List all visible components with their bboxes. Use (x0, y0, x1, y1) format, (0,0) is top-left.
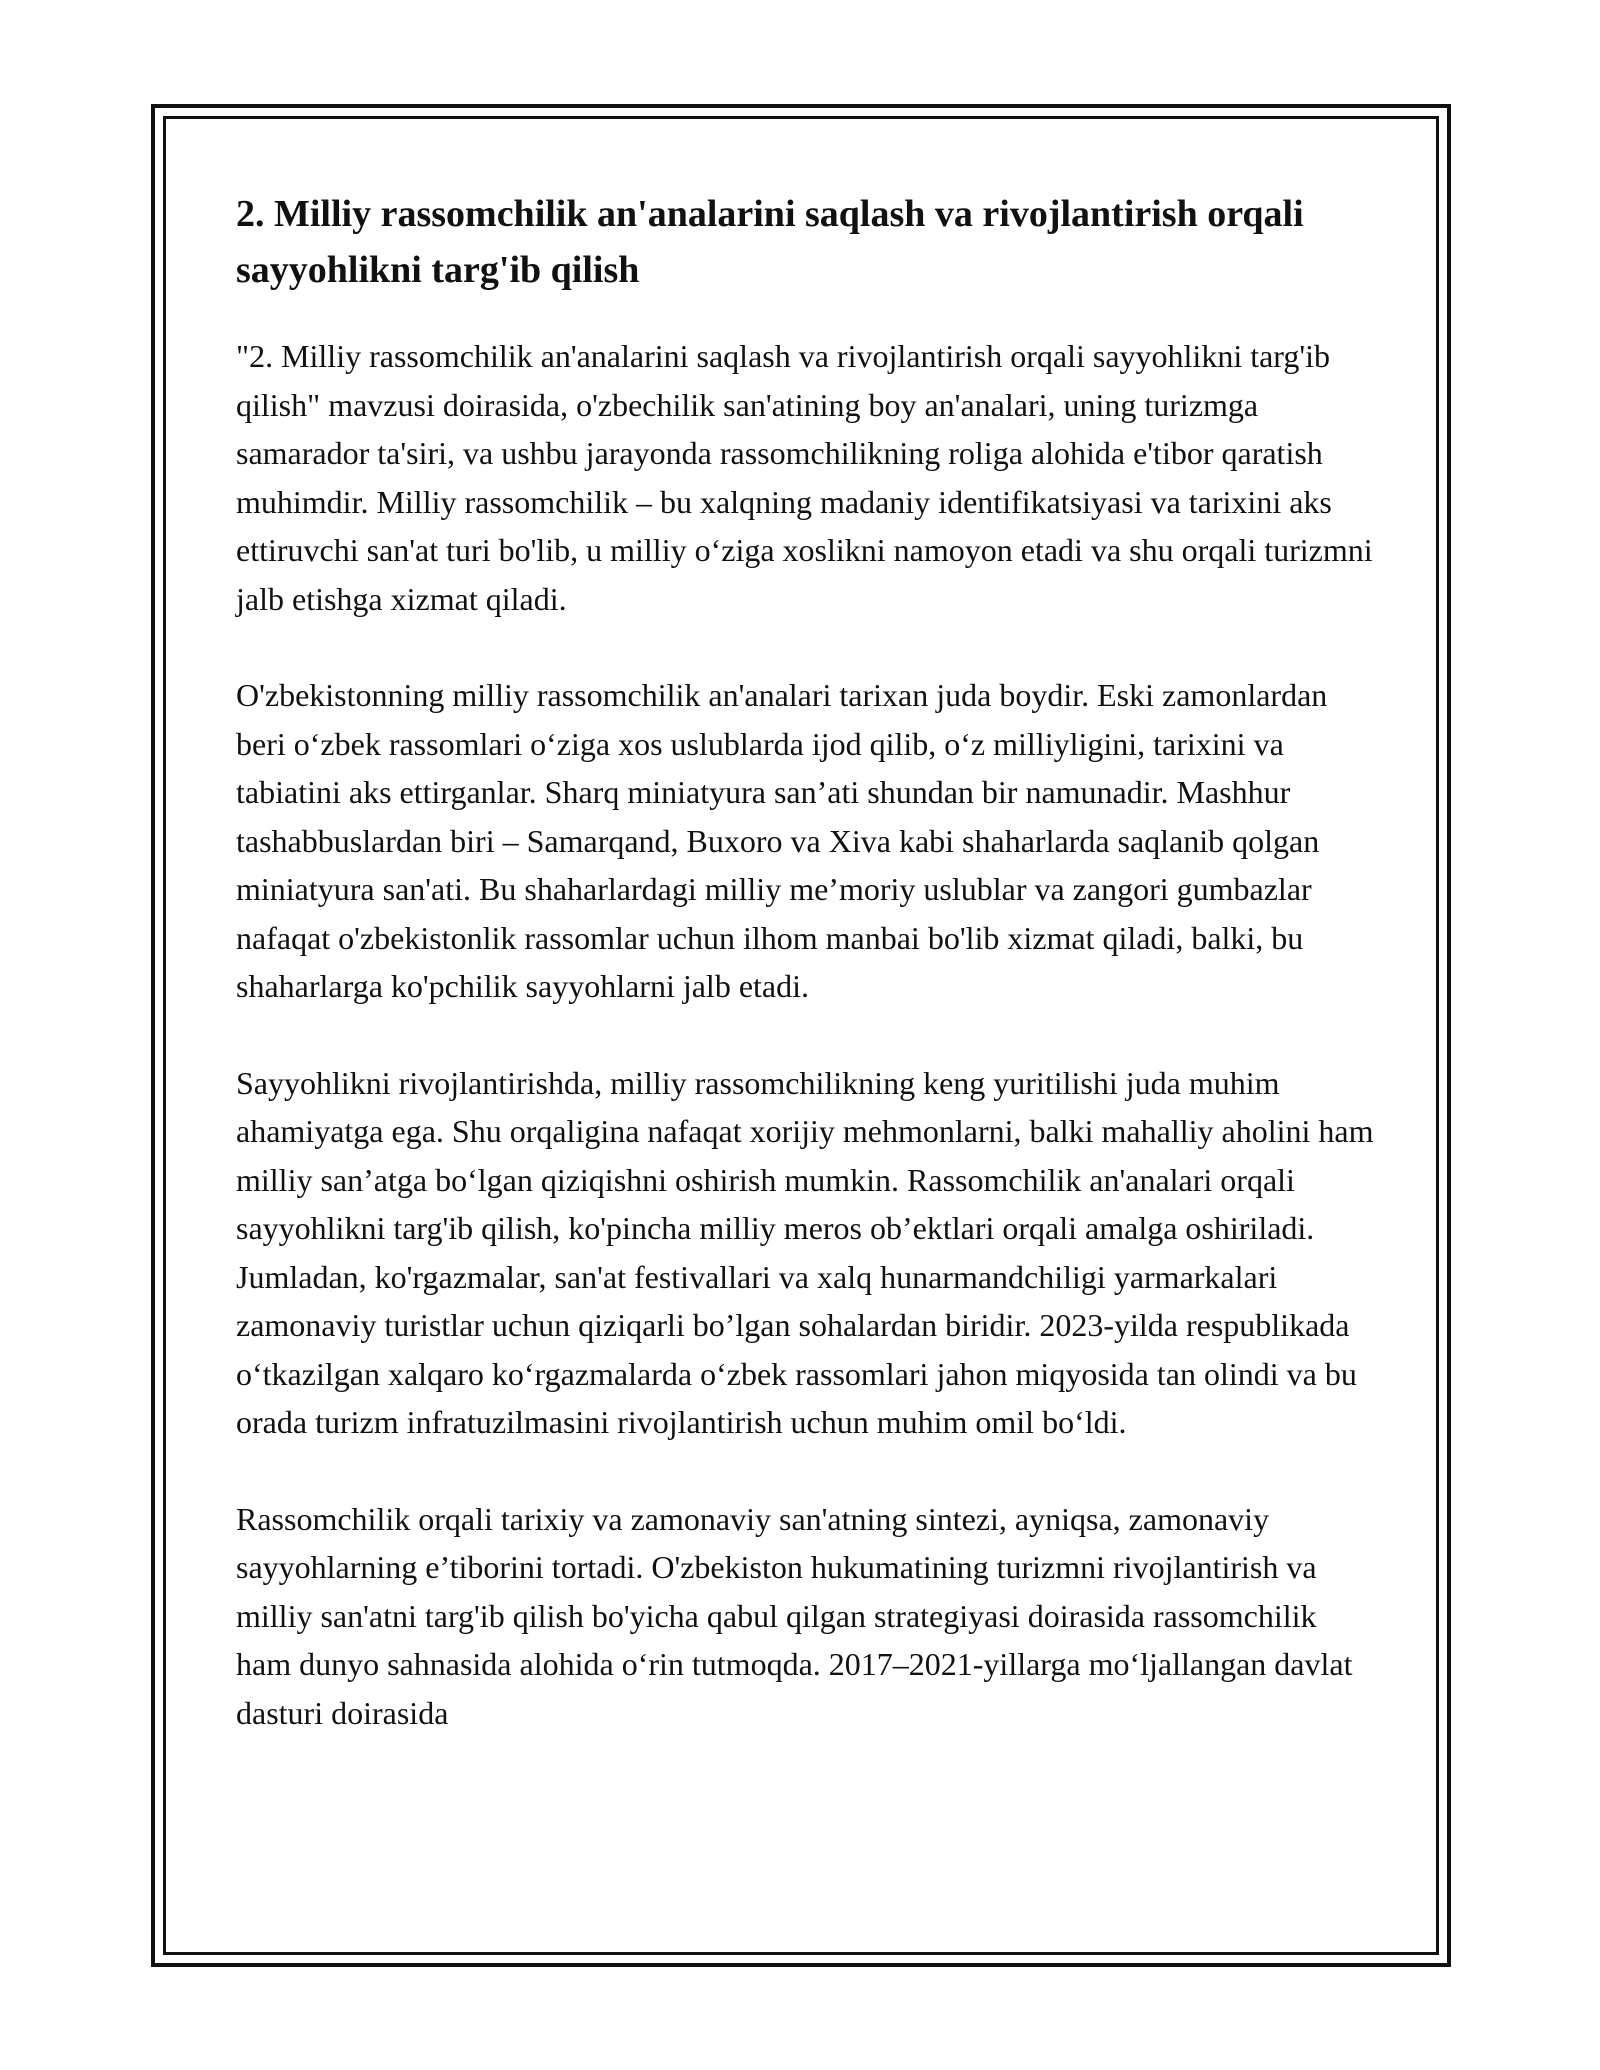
paragraph-2: O'zbekistonning milliy rassomchilik an'analari tarixan juda boydir. Eski zamonlardan beri o‘zbek rassomlari o‘ziga xos uslublarda ijod qilib, o‘z milliyligini, tarixini va tabiatini aks ettirganlar. Sharq miniatyura san’ati shundan bir namunadir. Mashhur tashabbuslardan biri – Samarqand, Buxoro va Xiva kabi shaharlarda saqlanib qolgan miniatyura san'ati. Bu shaharlardagi milliy me’moriy uslublar va zangori gumbazlar nafaqat o'zbekistonlik rassomlar uchun ilhom manbai bo'lib xizmat qiladi, balki, bu shaharlarga ko'pchilik sayyohlarni jalb etadi. (236, 677, 1328, 1004)
document-body (236, 186, 1376, 1785)
paragraph-4: Rassomchilik orqali tarixiy va zamonaviy san'atning sintezi, ayniqsa, zamonaviy sayyohlarning e’tiborini tortadi. O'zbekiston hukumatining turizmni rivojlantirish va milliy san'atni targ'ib qilish bo'yicha qabul qilgan strategiyasi doirasida rassomchilik ham dunyo sahnasida alohida o‘rin tutmoqda. 2017–2021-yillarga mo‘ljallangan davlat dasturi doirasida (236, 1500, 1353, 1731)
section-heading: 2. Milliy rassomchilik an'analarini saqlash va rivojlantirish orqali sayyohlikni targ'ib qilish (236, 193, 1304, 291)
paragraph-3: Sayyohlikni rivojlantirishda, milliy rassomchilikning keng yuritilishi juda muhim ahamiyatga ega. Shu orqaligina nafaqat xorijiy mehmonlarni, balki mahalliy aholini ham milliy san’atga bo‘lgan qiziqishni oshirish mumkin. Rassomchilik an'analari orqali sayyohlikni targ'ib qilish, ko'pincha milliy meros ob’ektlari orqali amalga oshiriladi. Jumladan, ko'rgazmalar, san'at festivallari va xalq hunarmandchiligi yarmarkalari zamonaviy turistlar uchun qiziqarli bo’lgan sohalardan biridir. 2023-yilda respublikada o‘tkazilgan xalqaro ko‘rgazmalarda o‘zbek rassomlari jahon miqyosida tan olindi va bu orada turizm infratuzilmasini rivojlantirish uchun muhim omil bo‘ldi. (236, 1064, 1374, 1440)
paragraph-1: "2. Milliy rassomchilik an'analarini saqlash va rivojlantirish orqali sayyohlikni targ'ib qilish" mavzusi doirasida, o'zbechilik san'atining boy an'analari, uning turizmga samarador ta'siri, va ushbu jarayonda rassomchilikning roliga alohida e'tibor qaratish muhimdir. Milliy rassomchilik – bu xalqning madaniy identifikatsiyasi va tarixini aks ettiruvchi san'at turi bo'lib, u milliy o‘ziga xoslikni namoyon etadi va shu orqali turizmni jalb etishga xizmat qiladi. (236, 338, 1373, 617)
